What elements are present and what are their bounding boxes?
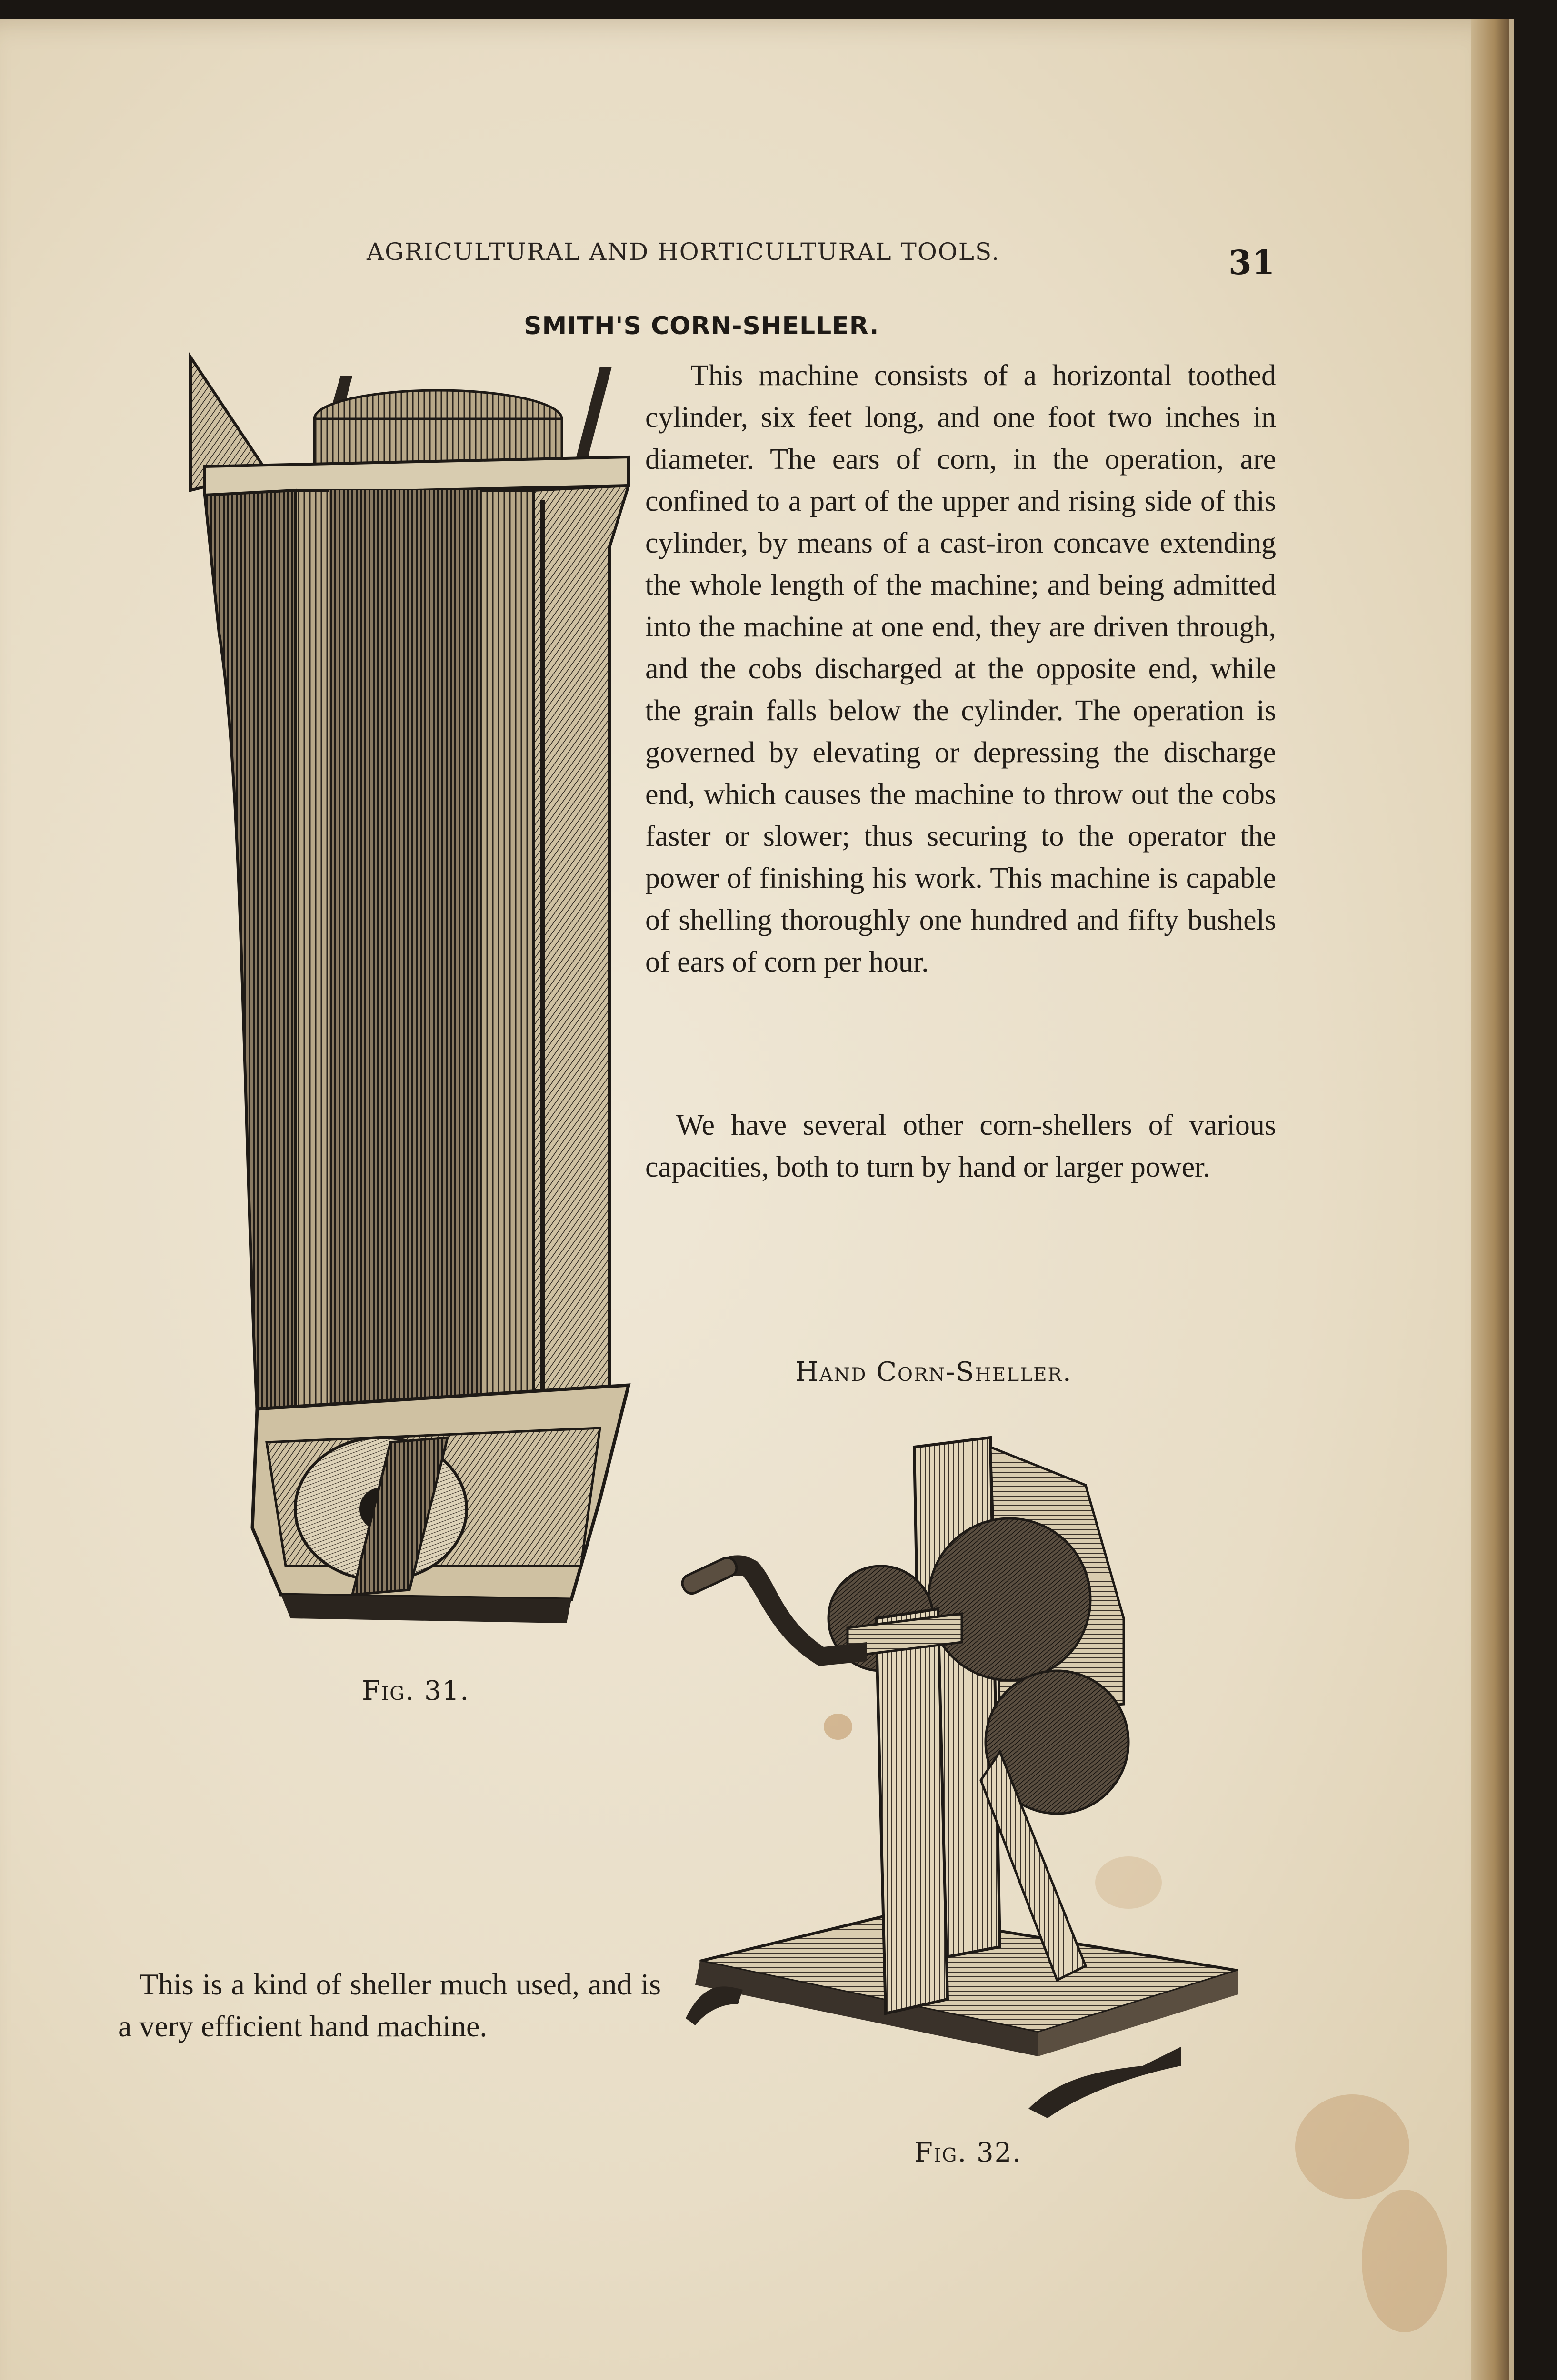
fig-31-corn-sheller-illustration — [171, 347, 648, 1680]
page-number: 31 — [1228, 243, 1275, 282]
fig-32-caption: Fig. 32. — [914, 2137, 1022, 2168]
fig-32-description: This is a kind of sheller much used, and is a very efficient hand machine. — [118, 1967, 661, 2043]
body-paragraph-2: We have several other corn-shellers of various capacities, both to turn by hand or larger power. — [645, 1109, 1276, 1183]
page-edge — [1471, 19, 1509, 2380]
fig-31-caption: Fig. 31. — [362, 1676, 470, 1706]
foxing-stain — [1362, 2190, 1447, 2332]
fig-32-hand-corn-sheller-illustration — [667, 1418, 1248, 2128]
running-head: AGRICULTURAL AND HORTICULTURAL TOOLS. — [367, 238, 1000, 266]
section-title: SMITH'S CORN-SHELLER. — [524, 312, 879, 340]
foxing-stain — [1295, 2094, 1409, 2199]
fig-32-title: Hand Corn-Sheller. — [795, 1357, 1072, 1388]
body-paragraph-1: This machine consists of a horizontal toothed cylinder, six feet long, and one foot two inches in diameter. The ears of corn, in the operation, are confined to a part of the upper and rising side of this cylinder, by means of a cast-iron concave extending the whole length of the machine; and being admitted into the machine at one end, they are driven through, and the cobs discharged at the opposite end, while the grain falls below the cylinder. The operation is governed by elevating or depressing the discharge end, which causes the machine to throw out the cobs faster or slower; thus securing to the operator the power of finishing his work. This machine is capable of shelling thoroughly one hundred and fifty bushels of ears of corn per hour. — [645, 359, 1276, 978]
